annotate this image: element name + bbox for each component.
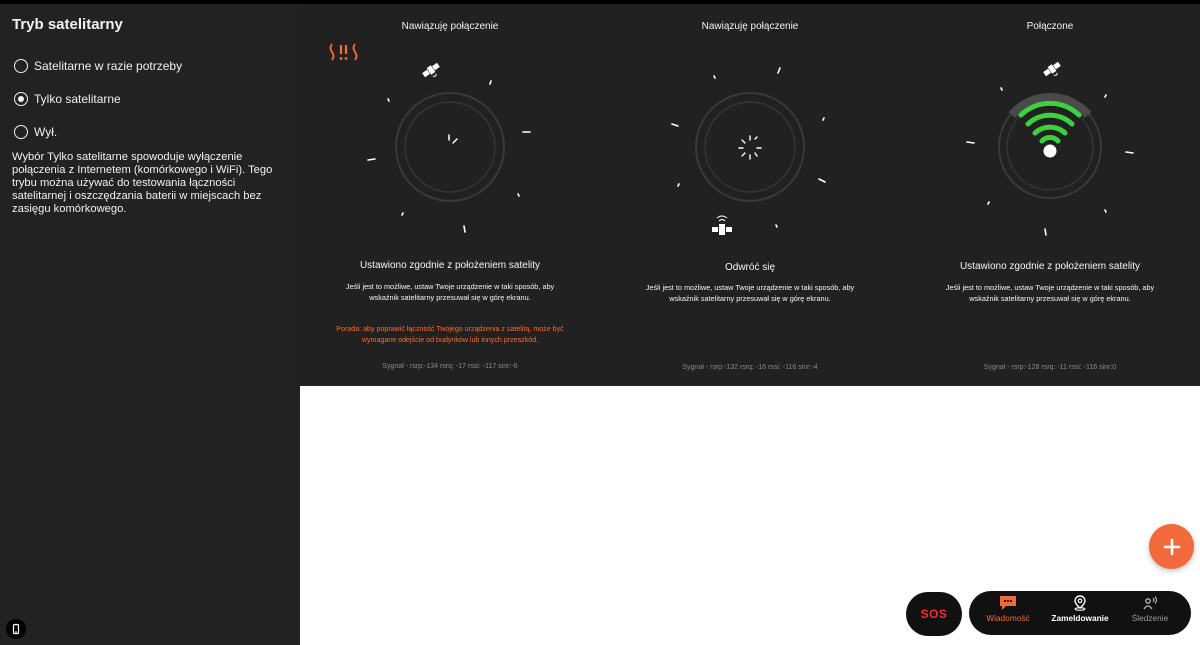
nav-label: Zameldowanie — [1051, 613, 1109, 623]
satellite-icon — [1042, 61, 1063, 81]
wifi-signal-icon — [1021, 103, 1079, 157]
instruction-body: Jeśli jest to możliwe, ustaw Twoje urządzenie w taki sposób, aby wskaźnik satelitarny przesuwał się w górę ekranu. — [945, 283, 1155, 303]
nav-item-check-in[interactable] — [1049, 595, 1111, 631]
radio-button[interactable] — [14, 125, 28, 139]
radio-option-label: Satelitarne w razie potrzeby — [34, 59, 183, 73]
compass-ticks — [967, 88, 1133, 235]
connection-status: Nawiązuję połączenie — [401, 21, 499, 32]
satellite-radar — [600, 4, 900, 254]
instruction-body: Jeśli jest to możliwe, ustaw Twoje urządzenie w taki sposób, aby wskaźnik satelitarny przesuwał się w górę ekranu. — [645, 283, 855, 303]
radio-option-satellite-only[interactable] — [14, 92, 121, 106]
sos-button[interactable] — [906, 592, 962, 636]
signal-readout: Sygnał - rsrp:-134 rsrq: -17 rssi: -117 sinr:-6 — [382, 363, 518, 370]
instruction-tip: Porada: aby poprawić łączność Twojego urządzenia z satelitą, może być wymagane odejście od budynków lub innych przeszkód. — [336, 325, 564, 344]
radio-option-satellite-when-needed[interactable] — [14, 59, 182, 73]
radio-button[interactable] — [14, 59, 28, 73]
bottom-navigation — [969, 591, 1191, 635]
settings-title: Tryb satelitarny — [12, 16, 123, 33]
radio-option-label: Tylko satelitarne — [34, 92, 121, 106]
compass-ticks — [672, 68, 825, 227]
warning-vibrate-icon — [331, 44, 357, 60]
satellite-radar — [300, 4, 600, 254]
nav-item-messages[interactable] — [983, 595, 1033, 631]
add-button[interactable] — [1149, 524, 1194, 569]
satellite-icon — [712, 216, 732, 235]
satellite-icon — [421, 62, 442, 82]
sos-label: SOS — [920, 607, 948, 621]
radio-option-label: Wył. — [34, 125, 58, 139]
nav-label: Wiadomość — [986, 613, 1030, 623]
signal-readout: Sygnał - rsrp:-128 rsrq: -11 rssi: -116 sinr:0 — [983, 364, 1117, 371]
compass-ticks — [368, 81, 530, 232]
message-icon — [999, 595, 1017, 611]
instruction-body: Jeśli jest to możliwe, ustaw Twoje urządzenie w taki sposób, aby wskaźnik satelitarny przesuwał się w górę ekranu. — [345, 282, 555, 302]
loading-spinner-icon — [739, 136, 761, 159]
instruction-heading: Ustawiono zgodnie z położeniem satelity — [959, 261, 1141, 272]
satellite-radar — [900, 4, 1200, 254]
phone-rotate-icon[interactable] — [6, 619, 26, 639]
instruction-heading: Odwróć się — [724, 262, 775, 273]
connection-status: Nawiązuję połączenie — [701, 21, 799, 32]
tracking-icon — [1142, 595, 1158, 611]
mode-description: Wybór Tylko satelitarne spowoduje wyłączenie połączenia z Internetem (komórkowego i WiFi). Tego trybu można używać do testowania łączności satelitarnej i oszczędzania baterii w miejscach bez zasięgu komórkowego. — [12, 151, 273, 215]
connection-status: Połączone — [1026, 21, 1074, 32]
radio-option-off[interactable] — [14, 125, 57, 139]
radio-button-selected[interactable] — [14, 92, 28, 106]
satellite-mode-settings — [0, 4, 300, 645]
location-pin-icon — [1072, 595, 1088, 611]
signal-readout: Sygnał - rsrp:-132 rsrq: -16 rssi: -116 sinr:-4 — [682, 364, 818, 371]
instruction-heading: Ustawiono zgodnie z położeniem satelity — [359, 260, 541, 271]
satellite-panel-3 — [900, 4, 1200, 386]
nav-item-tracking[interactable] — [1125, 595, 1175, 631]
nav-label: Śledzenie — [1131, 613, 1169, 623]
satellite-panel-2 — [600, 4, 900, 386]
plus-icon — [1163, 538, 1181, 556]
satellite-panel-1 — [300, 4, 600, 386]
